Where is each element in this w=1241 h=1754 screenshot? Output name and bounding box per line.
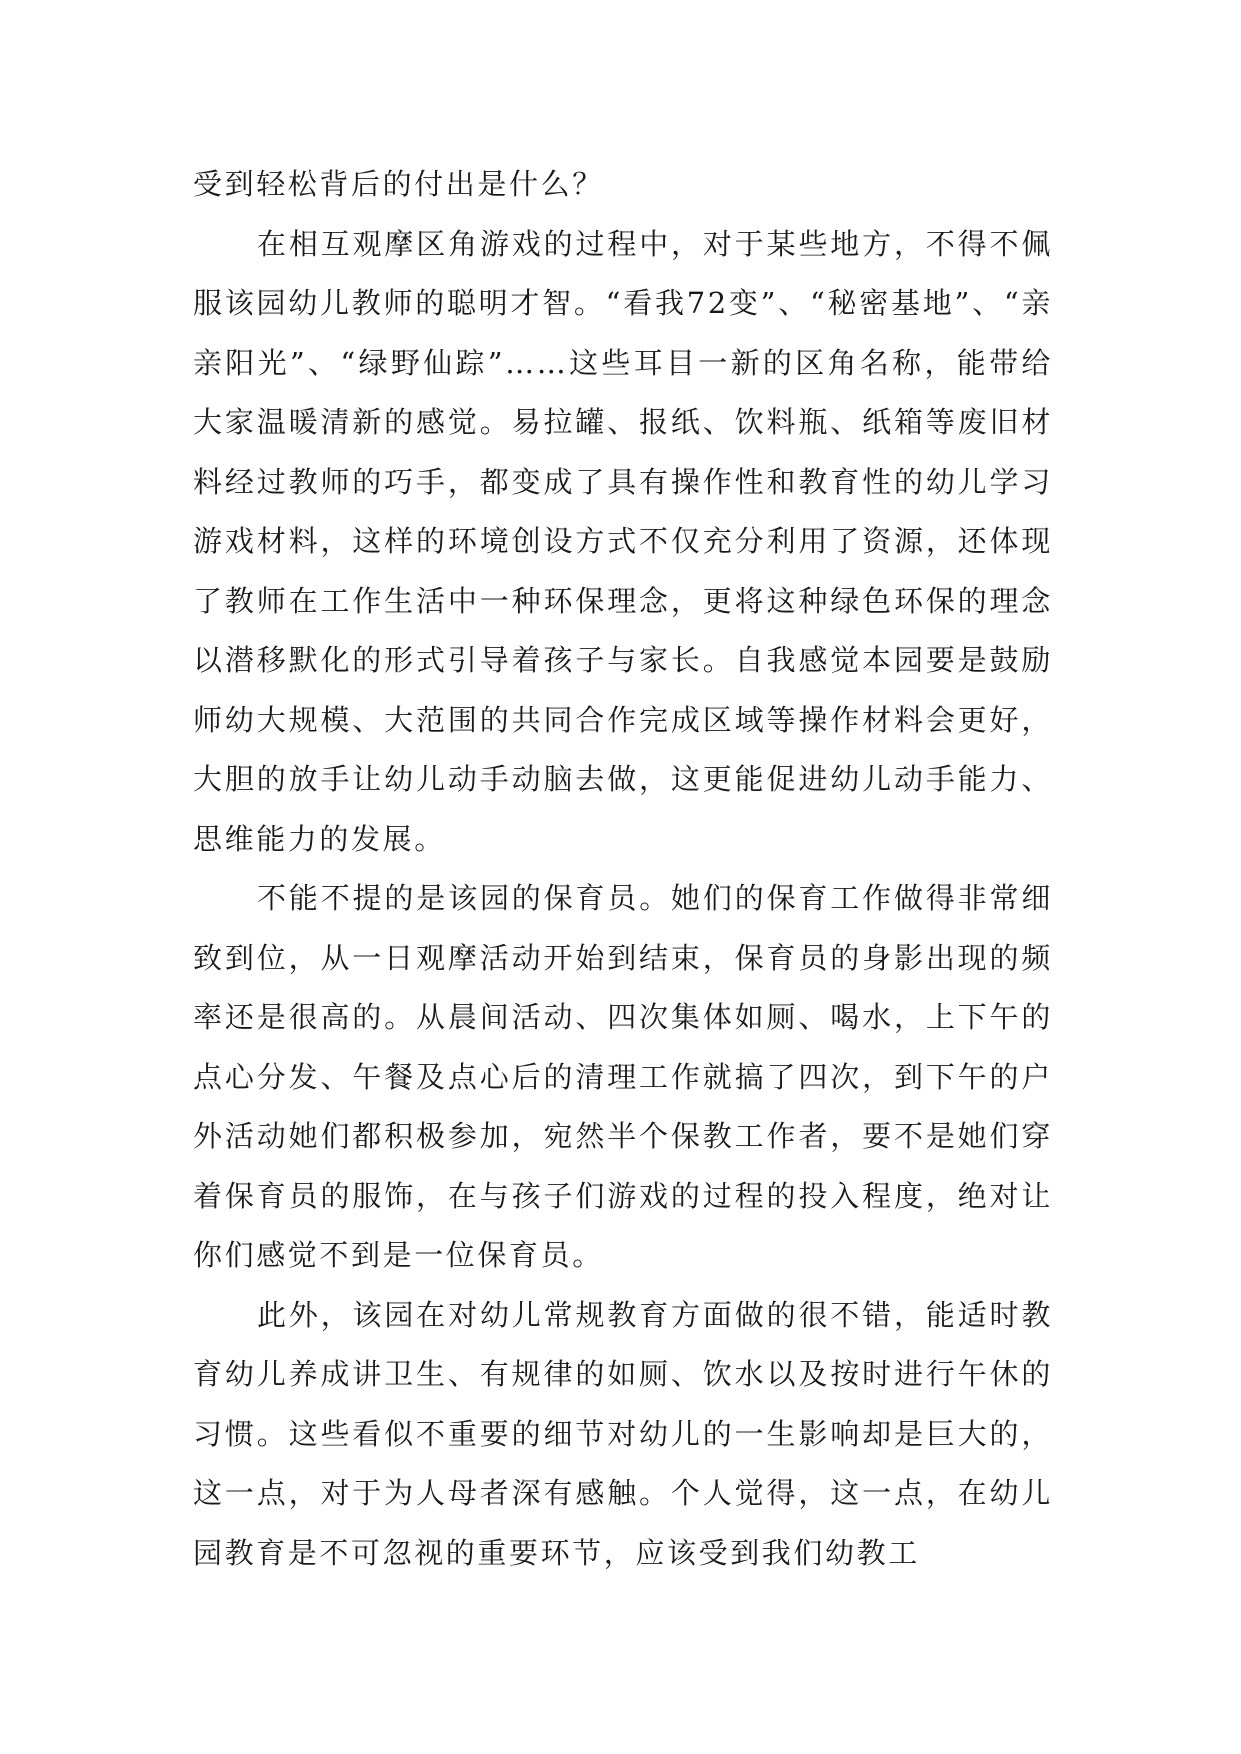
paragraph-continuation: 受到轻松背后的付出是什么？ — [193, 167, 604, 201]
paragraph-routine-education: 此外，该园在对幼儿常规教育方面做的很不错，能适时教育幼儿养成讲卫生、有规律的如厕、饮水以及按时进行午休的习惯。这些看似不重要的细节对幼儿的一生影响却是巨大的，这一点，对于为人母者深有感触。个人觉得，这一点，在幼儿园教育是不可忽视的重要环节，应该受到我们幼教工 — [193, 1297, 1053, 1570]
paragraph-area-games: 在相互观摩区角游戏的过程中，对于某些地方，不得不佩服该园幼儿教师的聪明才智。“看我72变”、“秘密基地”、“亲亲阳光”、“绿野仙踪”……这些耳目一新的区角名称，能带给大家温暖清新的感觉。易拉罐、报纸、饮料瓶、纸箱等废旧材料经过教师的巧手，都变成了具有操作性和教育性的幼儿学习游戏材料，这样的环境创设方式不仅充分利用了资源，还体现了教师在工作生活中一种环保理念，更将这种绿色环保的理念以潜移默化的形式引导着孩子与家长。自我感觉本园要是鼓励师幼大规模、大范围的共同合作完成区域等操作材料会更好，大胆的放手让幼儿动手动脑去做，这更能促进幼儿动手能力、思维能力的发展。 — [193, 226, 1053, 856]
paragraph-childcare-workers: 不能不提的是该园的保育员。她们的保育工作做得非常细致到位，从一日观摩活动开始到结束，保育员的身影出现的频率还是很高的。从晨间活动、四次集体如厕、喝水，上下午的点心分发、午餐及点心后的清理工作就搞了四次，到下午的户外活动她们都积极参加，宛然半个保教工作者，要不是她们穿着保育员的服饰，在与孩子们游戏的过程的投入程度，绝对让你们感觉不到是一位保育员。 — [193, 881, 1053, 1272]
body-text — [193, 155, 1053, 1583]
